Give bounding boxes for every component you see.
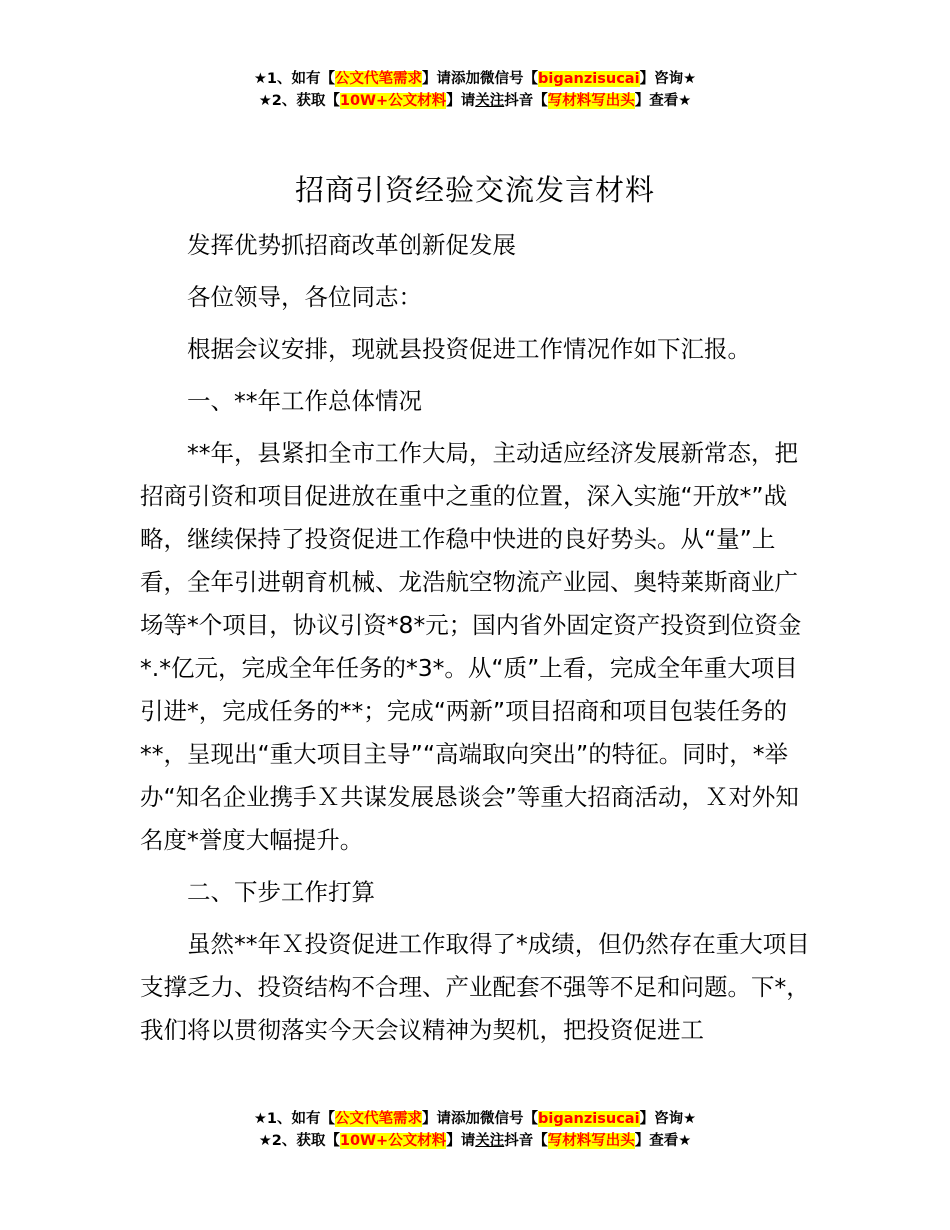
- document-title: 招商引资经验交流发言材料: [294, 173, 655, 207]
- document-subtitle: 发挥优势抓招商改革创新促发展: [187, 231, 516, 259]
- document-body: [140, 224, 820, 1052]
- banner-line-2: ★2、获取【10W+公文材料】请关注抖音【写材料写出头】查看★: [258, 1133, 692, 1149]
- section-2-heading: 二、下步工作打算: [187, 878, 375, 906]
- banner-highlight: 写材料写出头: [547, 1133, 635, 1149]
- section-2-body: 虽然**年Ｘ投资促进工作取得了*成绩，但仍然存在重大项目支撑乏力、投资结构不合理、产业配套不强等不足和问题。下*，我们将以贯彻落实今天会议精神为契机，把投资促进工: [140, 930, 810, 1044]
- section-1-heading: 一、**年工作总体情况: [187, 387, 422, 415]
- banner-highlight: 公文代笔需求: [335, 71, 423, 87]
- banner-highlight: 10W+公文材料: [339, 1133, 447, 1149]
- banner-highlight: 写材料写出头: [547, 93, 635, 109]
- section-1-body: **年，县紧扣全市工作大局，主动适应经济发展新常态，把招商引资和项目促进放在重中之重的位置，深入实施“开放*”战略，继续保持了投资促进工作稳中快进的良好势头。从“量”上看，全年引进朝育机械、龙浩航空物流产业园、奥特莱斯商业广场等*个项目，协议引资*8*元；国内省外固定资产投资到位资金*.*亿元，完成全年任务的*3*。从“质”上看，完成全年重大项目引进*，完成任务的**；完成“两新”项目招商和项目包装任务的**，呈现出“重大项目主导”“高端取向突出”的特征。同时，*举办“知名企业携手Ｘ共谋发展恳谈会”等重大招商活动，Ｘ对外知名度*誉度大幅提升。: [140, 439, 802, 854]
- banner-underlined: 关注: [475, 93, 505, 109]
- intro-paragraph: 根据会议安排，现就县投资促进工作情况作如下汇报。: [187, 335, 751, 363]
- banner-highlight: 10W+公文材料: [339, 93, 447, 109]
- banner-highlight: 公文代笔需求: [335, 1111, 423, 1127]
- footer-banner: [0, 1108, 950, 1152]
- header-banner: [0, 68, 950, 112]
- greeting: 各位领导，各位同志：: [187, 283, 422, 311]
- banner-wechat-id: biganzisucai: [538, 1111, 640, 1127]
- banner-underlined: 关注: [475, 1133, 505, 1149]
- banner-line-1: ★1、如有【公文代笔需求】请添加微信号【biganzisucai】咨询★: [253, 1111, 697, 1127]
- banner-line-2: ★2、获取【10W+公文材料】请关注抖音【写材料写出头】查看★: [258, 93, 692, 109]
- banner-line-1: ★1、如有【公文代笔需求】请添加微信号【biganzisucai】咨询★: [253, 71, 697, 87]
- banner-wechat-id: biganzisucai: [538, 71, 640, 87]
